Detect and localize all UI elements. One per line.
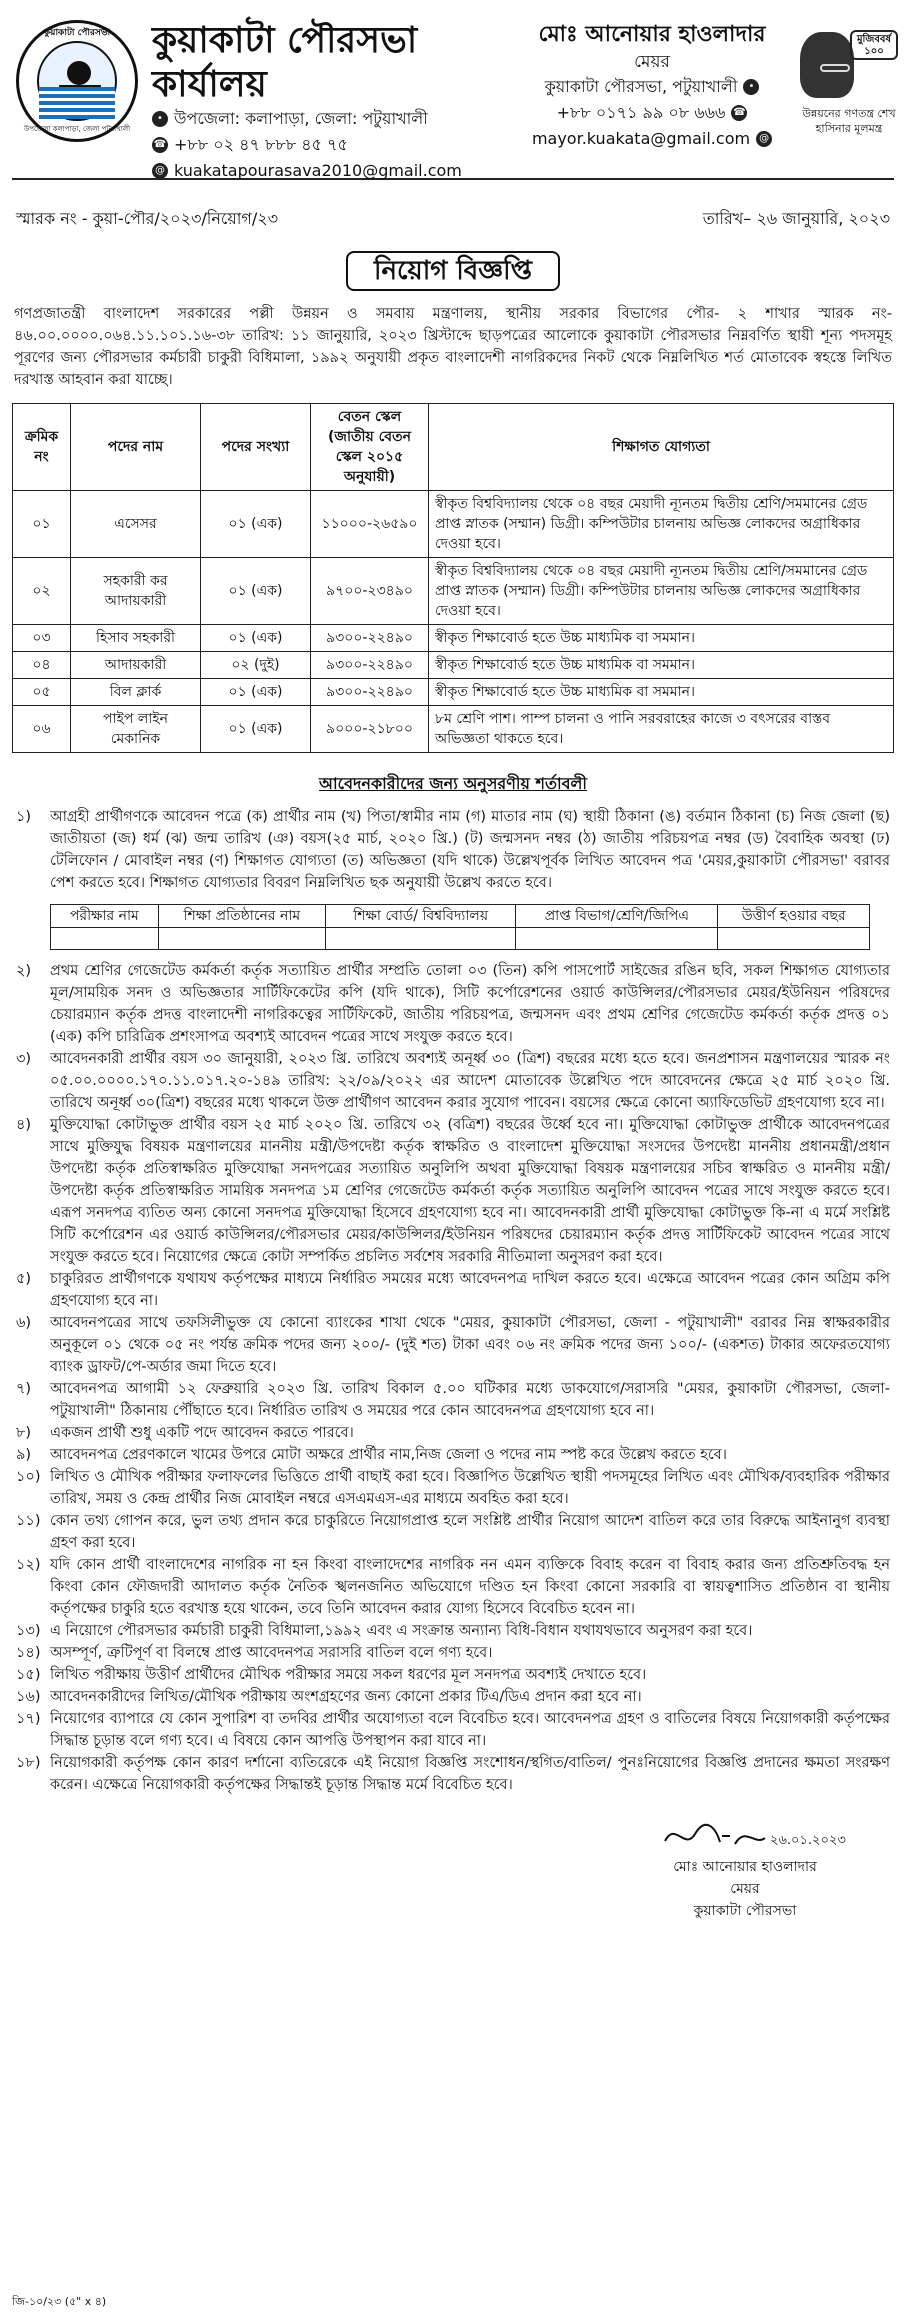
condition-item: [12, 1422, 894, 1444]
col-post-name: পদের নাম: [71, 404, 201, 491]
condition-item: [12, 1048, 894, 1114]
col-qualification: শিক্ষাগত যোগ্যতা: [429, 404, 894, 491]
post-name-cell: পাইপ লাইন মেকানিক: [71, 706, 201, 753]
condition-item: [12, 1378, 894, 1422]
education-table-header: [51, 905, 870, 928]
education-col-header: শিক্ষা প্রতিষ্ঠানের নাম: [158, 905, 325, 928]
condition-number: ৯): [16, 1447, 32, 1463]
serial-cell: ০৩: [13, 625, 71, 652]
posts-table-header: [13, 404, 894, 491]
pay-scale-cell: ৯৩০০-২২৪৯০: [311, 652, 429, 679]
education-empty-cell: [326, 928, 516, 950]
office-phone-line: [152, 132, 522, 158]
col-pay-scale: বেতন স্কেল (জাতীয় বেতন স্কেল ২০১৫ অনুযায়ী): [311, 404, 429, 491]
condition-text: আবেদনপত্র প্রেরণকালে খামের উপরে মোটা অক্ষরে প্রার্থীর নাম,নিজ জেলা ও পদের নাম স্পষ্ট করে উল্লেখ করতে হবে।: [50, 1447, 727, 1463]
office-address: উপজেলা: কলাপাড়া, জেলা: পটুয়াখালী: [174, 109, 428, 128]
signature-block: [600, 1816, 890, 1922]
condition-text: নিয়োগের ব্যাপারে যে কোন সুপারিশ বা তদবির প্রার্থীর অযোগ্যতা বলে বিবেচিত হবে। আবেদনপত্র গ্রহণ ও বাতিলের বিষয়ে নিয়োগকারী কর্তৃপক্ষের সিদ্ধান্ত চূড়ান্ত বলে গণ্য হবে। এ বিষয়ে কোন আপত্তি উপস্থাপন করা যাবে না।: [50, 1711, 890, 1749]
email-icon: @: [756, 131, 772, 147]
condition-text: আগ্রহী প্রার্থীগণকে আবেদন পত্রে (ক) প্রার্থীর নাম (খ) পিতা/স্বামীর নাম (গ) মাতার নাম (ঘ) স্থায়ী ঠিকানা (ঙ) বর্তমান ঠিকানা (চ) নিজ জেলা (ছ) জাতীয়তা (জ) ধর্ম (ঝ) জন্ম তারিখ (ঞ) বয়স(২৫ মার্চ, ২০২০ খ্রি.) (ট) জন্মসনদ নম্বর (ঠ) জাতীয় পরিচয়পত্র নম্বর (ড) বৈবাহিক অবস্থা (ঢ) টেলিফোন / মোবাইল নম্বর (ণ) শিক্ষাগত যোগ্যতা (ত) অভিজ্ঞতা (যদি থাকে) উল্লেখপূর্বক লিখিত আবেদন পত্র 'মেয়র,কুয়াকাটা পৌরসভা' বরাবর পেশ করতে হবে। শিক্ষাগত যোগ্যতার বিবরণ নিম্নলিখিত ছক অনুযায়ী উল্লেখ করতে হবে।: [50, 809, 890, 891]
condition-item: [12, 1444, 894, 1466]
condition-number: ১০): [16, 1469, 41, 1485]
mayor-phone: +৮৮ ০১৭১ ৯৯ ০৮ ৬৬৬: [556, 103, 726, 122]
mayor-name: মোঃ আনোয়ার হাওলাদার: [538, 22, 766, 47]
condition-item: [12, 1510, 894, 1554]
pay-scale-cell: ৯৭০০-২৩৪৯০: [311, 558, 429, 625]
qualification-cell: স্বীকৃত শিক্ষাবোর্ড হতে উচ্চ মাধ্যমিক বা সমমান।: [429, 625, 894, 652]
condition-number: ১৬): [16, 1689, 41, 1705]
condition-text: চাকুরিরত প্রার্থীগণকে যথাযথ কর্তৃপক্ষের মাধ্যমে নির্ধারিত সময়ের মধ্যে আবেদনপত্র দাখিল করতে হবে। এক্ষেত্রে আবেদন পত্রের কোন অগ্রিম কপি গ্রহণযোগ্য হবে না।: [50, 1271, 890, 1309]
portrait-emblem: [792, 24, 904, 140]
education-empty-cell: [51, 928, 159, 950]
qualification-cell: স্বীকৃত শিক্ষাবোর্ড হতে উচ্চ মাধ্যমিক বা সমমান।: [429, 652, 894, 679]
office-block: [152, 18, 522, 184]
condition-number: ১১): [16, 1513, 41, 1529]
condition-text: আবেদনকারী প্রার্থীর বয়স ৩০ জানুয়ারী, ২০২৩ খ্রি. তারিখে অবশ্যই অনূর্ধ্ব ৩০ (ত্রিশ) বছরের মধ্যে হতে হবে। জনপ্রশাসন মন্ত্রণালয়ের স্মারক নং ০৫.০০.০০০০.১৭০.১১.০১৭.২০-১৪৯ তারিখ: ২২/০৯/২০২২ এর আদেশ মোতাবেক উল্লেখিত পদে আবেদনের ক্ষেত্রে ২৫ মার্চ ২০২০ খ্রি. তারিখে অনূর্ধ্ব ৩০(ত্রিশ) বছরের মধ্যে থাকলে উক্ত প্রার্থীগণ আবেদন করার সুযোগ পাবেন। বয়সের ক্ষেত্রে কোনো অ্যাফিডেভিট গ্রহণযোগ্য হবে না।: [50, 1051, 890, 1111]
condition-item: [12, 1686, 894, 1708]
condition-item: [12, 1664, 894, 1686]
qualification-cell: ৮ম শ্রেণি পাশ। পাম্প চালনা ও পানি সরবরাহের কাজে ৩ বৎসরের বাস্তব অভিজ্ঞতা থাকতে হবে।: [429, 706, 894, 753]
table-row: [13, 491, 894, 558]
sea-waves-icon: [39, 87, 115, 119]
portrait-image: [800, 32, 854, 98]
table-row: [13, 679, 894, 706]
qualification-cell: স্বীকৃত বিশ্ববিদ্যালয় থেকে ০৪ বছর মেয়াদী ন্যূনতম দ্বিতীয় শ্রেণি/সমমানের গ্রেড প্রাপ্ত স্নাতক (সম্মান) ডিগ্রী। কম্পিউটার চালনায় অভিজ্ঞ লোকদের অগ্রাধিকার দেওয়া হবে।: [429, 491, 894, 558]
seal-emblem: [37, 41, 117, 121]
condition-item: [12, 806, 894, 894]
location-pin-icon: •: [152, 111, 168, 127]
condition-number: ১): [16, 809, 32, 825]
condition-item: [12, 1114, 894, 1268]
office-address-line: [152, 106, 522, 132]
sun-icon: [67, 61, 91, 85]
post-count-cell: ০১ (এক): [201, 558, 311, 625]
post-name-cell: বিল ক্লার্ক: [71, 679, 201, 706]
mayor-office: কুয়াকাটা পৌরসভা, পটুয়াখালী: [544, 77, 738, 96]
post-name-cell: এসেসর: [71, 491, 201, 558]
memo-number: স্মারক নং - কুয়া-পৌর/২০২৩/নিয়োগ/২৩: [16, 209, 279, 228]
condition-text: লিখিত পরীক্ষায় উত্তীর্ণ প্রার্থীদের মৌখিক পরীক্ষার সময়ে সকল ধরণের মূল সনদপত্র অবশ্যই দেখাতে হবে।: [50, 1667, 647, 1683]
condition-number: ৭): [16, 1381, 32, 1397]
pay-scale-cell: ৯০০০-২১৮০০: [311, 706, 429, 753]
condition-item: [12, 1268, 894, 1312]
condition-text: এ নিয়োগে পৌরসভার কর্মচারী চাকুরী বিধিমালা,১৯৯২ এবং এ সংক্রান্ত অন্যান্য বিধি-বিধান যথাযথভাবে অনুসরণ করা হবে।: [50, 1623, 753, 1639]
slogan-text: উন্নয়নের গণতন্ত্র শেখ হাসিনার মূলমন্ত্র: [802, 107, 896, 135]
handwritten-signature: [660, 1816, 846, 1856]
table-row: [13, 652, 894, 679]
notice-date: তারিখ– ২৬ জানুয়ারি, ২০২৩: [702, 209, 890, 228]
pay-scale-cell: ৯৩০০-২২৪৯০: [311, 625, 429, 652]
email-icon: @: [152, 163, 168, 179]
condition-number: ৬): [16, 1315, 32, 1331]
qualification-cell: স্বীকৃত শিক্ষাবোর্ড হতে উচ্চ মাধ্যমিক বা সমমান।: [429, 679, 894, 706]
condition-text: প্রথম শ্রেণির গেজেটেড কর্মকর্তা কর্তৃক সত্যায়িত প্রার্থীর সম্প্রতি তোলা ০৩ (তিন) কপি পাসপোর্ট সাইজের রঙিন ছবি, সকল শিক্ষাগত যোগ্যতার মূল/সাময়িক সনদ ও অভিজ্ঞতার সার্টিফিকেটের কপি (যদি থাকে), সিটি কর্পোরেশনের ওয়ার্ড কাউন্সিলর/পৌরসভার মেয়র/ইউনিয়ন পরিষদের চেয়ারম্যান কর্তৃক প্রদত্ত বাংলাদেশী নাগরিকত্বের সার্টিফিকেট, জাতীয় পরিচয়পত্র, জন্মসনদ এবং প্রথম শ্রেণির গেজেটেড কর্মকর্তা কর্তৃক প্রদত্ত ০১ (এক) কপি চারিত্রিক প্রশংসাপত্র অবশ্যই আবেদন পত্রের সাথে সংযুক্ত করতে হবে।: [50, 963, 890, 1045]
condition-text: আবেদনপত্রের সাথে তফসিলীভুক্ত যে কোনো ব্যাংকের শাখা থেকে "মেয়র, কুয়াকাটা পৌরসভা, জেলা - পটুয়াখালী" বরাবর নিম্ন স্বাক্ষরকারীর অনুকূলে ০১ থেকে ০৫ নং পর্যন্ত ক্রমিক পদের জন্য ২০০/- (দুই শত) টাকা এবং ০৬ নং ক্রমিক পদের জন্য ১০০/- (একশত) টাকার অফেরতযোগ্য ব্যাংক ড্রাফট/পে-অর্ডার জমা দিতে হবে।: [50, 1315, 890, 1375]
intro-paragraph: গণপ্রজাতন্ত্রী বাংলাদেশ সরকারের পল্লী উন্নয়ন ও সমবায় মন্ত্রণালয়, স্থানীয় সরকার বিভাগের পৌর- ২ শাখার স্মারক নং- ৪৬.০০.০০০০.০৬৪.১১.১০১.১৬-৩৮ তারিখ: ১১ জানুয়ারি, ২০২৩ খ্রিস্টাব্দে ছাড়পত্রের আলোকে কুয়াকাটা পৌরসভার নিম্নবর্ণিত স্থায়ী শূন্য পদসমূহ পূরণের জন্য পৌরসভার কর্মচারী চাকুরী বিধিমালা, ১৯৯২ অনুযায়ী প্রকৃত বাংলাদেশী নাগরিকদের নিকট থেকে নিম্নলিখিত শর্ত মোতাবেক স্বহস্তে লিখিত দরখাস্ত আহবান করা যাচ্ছে।: [14, 306, 892, 388]
post-count-cell: ০১ (এক): [201, 491, 311, 558]
signature-date: ২৬.০১.২০২৩: [770, 1833, 846, 1848]
condition-item: [12, 1642, 894, 1664]
mayor-block: [532, 20, 772, 152]
mayor-email-line: [532, 126, 772, 152]
post-count-cell: ০১ (এক): [201, 679, 311, 706]
mayor-title: মেয়র: [634, 52, 670, 72]
post-count-cell: ০২ (দুই): [201, 652, 311, 679]
mayor-email[interactable]: mayor.kuakata@gmail.com: [531, 129, 751, 148]
serial-cell: ০৬: [13, 706, 71, 753]
posts-table: [12, 403, 894, 753]
condition-item: [12, 1466, 894, 1510]
mujib-borsho-badge: মুজিববর্ষ ১০০: [850, 30, 898, 60]
condition-text: একজন প্রার্থী শুধু একটি পদে আবেদন করতে পারবে।: [50, 1425, 354, 1441]
condition-item: [12, 960, 894, 1048]
condition-item: [12, 1620, 894, 1642]
signatory-title: মেয়র: [730, 1881, 760, 1897]
table-row: [13, 558, 894, 625]
condition-number: ১২): [16, 1557, 41, 1573]
condition-text: নিয়োগকারী কর্তৃপক্ষ কোন কারণ দর্শানো ব্যতিরেকে এই নিয়োগ বিজ্ঞপ্তি সংশোধন/স্থগিত/বাতিল/ পুনঃনিয়োগের বিজ্ঞপ্তি প্রদানের ক্ষমতা সংরক্ষণ করেন। এক্ষেত্রে নিয়োগকারী কর্তৃপক্ষের সিদ্ধান্তই চূড়ান্ত সিদ্ধান্ত মর্মে বিবেচিত হবে।: [50, 1755, 890, 1793]
education-empty-cell: [158, 928, 325, 950]
letterhead: [12, 10, 894, 180]
condition-text: লিখিত ও মৌখিক পরীক্ষার ফলাফলের ভিত্তিতে প্রার্থী বাছাই করা হবে। বিজ্ঞাপিত উল্লেখিত স্থায়ী পদসমূহের লিখিত এবং মৌখিক/ব্যবহারিক পরীক্ষার তারিখ, সময় ও কেন্দ্র প্রার্থীর নিজ মোবাইল নম্বরে এসএমএস-এর মাধ্যমে অবহিত করা হবে।: [50, 1469, 890, 1507]
qualification-cell: স্বীকৃত বিশ্ববিদ্যালয় থেকে ০৪ বছর মেয়াদী ন্যূনতম দ্বিতীয় শ্রেণি/সমমানের গ্রেড প্রাপ্ত স্নাতক (সম্মান) ডিগ্রী। কম্পিউটার চালনায় অভিজ্ঞ লোকদের অগ্রাধিকার দেওয়া হবে।: [429, 558, 894, 625]
serial-cell: ০২: [13, 558, 71, 625]
condition-item: [12, 1554, 894, 1620]
condition-number: ৪): [16, 1117, 32, 1133]
education-details-table: [50, 904, 870, 950]
condition-number: ১৪): [16, 1645, 41, 1661]
glasses-shape: [820, 64, 850, 72]
education-col-header: শিক্ষা বোর্ড/ বিশ্ববিদ্যালয়: [326, 905, 516, 928]
education-empty-cell: [516, 928, 718, 950]
office-email[interactable]: kuakatapourasava2010@gmail.com: [174, 161, 462, 180]
condition-number: ১৫): [16, 1667, 41, 1683]
condition-text: মুক্তিযোদ্ধা কোটাভুক্ত প্রার্থীর বয়স ২৫ মার্চ ২০২০ খ্রি. তারিখে ৩২ (বত্রিশ) বছরের উর্ধ্বে হবে না। মুক্তিযোদ্ধা কোটাভুক্ত প্রার্থীকে আবেদনপত্রের সাথে মুক্তিযুদ্ধ বিষয়ক মন্ত্রণালয়ের মাননীয় মন্ত্রী/উপদেষ্টা কর্তৃক স্বাক্ষরিত ও বাংলাদেশ মুক্তিযোদ্ধা সংসদের উপদেষ্টা মাননীয় প্রধানমন্ত্রী/প্রধান উপদেষ্টা কর্তৃক প্রতিস্বাক্ষরিত মুক্তিযোদ্ধা সনদপত্রের সত্যায়িত অনুলিপি অথবা মুক্তিযোদ্ধা বিষয়ক মন্ত্রণালয়ের সচিব স্বাক্ষরিত ও মাননীয় মন্ত্রী/উপদেষ্টা কর্তৃক প্রতিস্বাক্ষরিত সাময়িক সনদপত্র ১ম শ্রেণির গেজেটেড কর্মকর্তা কর্তৃক সত্যায়িত অনুলিপি আবেদন পত্রের সাথে সংযুক্ত করতে হবে। এরূপ সনদপত্র ব্যতিত অন্য কোনো সনদপত্র মুক্তিযোদ্ধা হিসেবে গ্রহণযোগ্য হবে না। আবেদনকারী প্রার্থী মুক্তিযোদ্ধা কোটাভুক্ত কি-না এ মর্মে সংশ্লিষ্ট সিটি কর্পোরেশন এর ওয়ার্ড কাউন্সিলর/পৌরসভার মেয়র/কাউন্সিলর/ইউনিয়ন পরিষদের চেয়ারম্যান কর্তৃক প্রদত্ত সার্টিফিকেট আবেদন পত্রের সাথে সংযুক্ত করতে হবে। নিয়োগের ক্ষেত্রে কোটা সম্পর্কিত প্রচলিত সর্বশেষ সরকারি নীতিমালা অনুসরণ করা হবে।: [50, 1117, 890, 1265]
office-email-line: [152, 158, 522, 184]
conditions-list: [12, 806, 894, 1796]
condition-number: ৮): [16, 1425, 32, 1441]
signatory-name: মোঃ আনোয়ার হাওলাদার: [673, 1859, 817, 1875]
footer-code: জি-১০/২৩ (৫" x ৪): [12, 2295, 107, 2308]
conditions-heading: আবেদনকারীদের জন্য অনুসরণীয় শর্তাবলী: [319, 774, 587, 793]
phone-icon: ☎: [731, 105, 747, 121]
notice-title: নিয়োগ বিজ্ঞপ্তি: [346, 251, 560, 291]
pay-scale-cell: ১১০০০-২৬৫৯০: [311, 491, 429, 558]
signatory-office: কুয়াকাটা পৌরসভা: [693, 1903, 797, 1919]
office-name: কুয়াকাটা পৌরসভা কার্যালয়: [152, 19, 418, 105]
seal-text-bottom: উপজেলা কলাপাড়া, জেলা পটুয়াখালী: [23, 125, 131, 133]
condition-text: যদি কোন প্রার্থী বাংলাদেশের নাগরিক না হন কিংবা বাংলাদেশের নাগরিক নন এমন ব্যক্তিকে বিবাহ করেন বা বিবাহ করার জন্য প্রতিশ্রুতিবদ্ধ হন কিংবা কোন ফৌজদারী আদালত কর্তৃক নৈতিক স্খলনজনিত অভিযোগে দণ্ডিত হন কিংবা কোনো সরকারি বা স্বায়ত্বশাসিত প্রতিষ্ঠান বা স্থানীয় কর্তৃপক্ষের চাকুরি হতে বরখাস্ত হয়ে থাকেন, তবে তিনি আবেদন করার যোগ্য হিসেবে বিবেচিত হবেন না।: [50, 1557, 890, 1617]
post-name-cell: সহকারী কর আদায়কারী: [71, 558, 201, 625]
condition-text: আবেদনকারীদের লিখিত/মৌখিক পরীক্ষায় অংশগ্রহণের জন্য কোনো প্রকার টিএ/ডিএ প্রদান করা হবে না।: [50, 1689, 642, 1705]
serial-cell: ০৪: [13, 652, 71, 679]
municipality-seal-logo: [16, 20, 138, 142]
col-serial: ক্রমিক নং: [13, 404, 71, 491]
table-row: [13, 706, 894, 753]
condition-text: আবেদনপত্র আগামী ১২ ফেব্রুয়ারি ২০২৩ খ্রি. তারিখ বিকাল ৫.০০ ঘটিকার মধ্যে ডাকযোগে/সরাসরি "মেয়র, কুয়াকাটা পৌরসভা, জেলা- পটুয়াখালী" ঠিকানায় পৌঁছাতে হবে। নির্ধারিত তারিখ ও সময়ের পরে কোন আবেদনপত্র গ্রহণযোগ্য হবে না।: [50, 1381, 890, 1419]
mayor-phone-line: [532, 100, 772, 126]
condition-number: ১৩): [16, 1623, 41, 1639]
pay-scale-cell: ৯৩০০-২২৪৯০: [311, 679, 429, 706]
education-empty-cell: [718, 928, 870, 950]
education-empty-row: [51, 928, 870, 950]
condition-number: ১৭): [16, 1711, 41, 1727]
col-post-count: পদের সংখ্যা: [201, 404, 311, 491]
serial-cell: ০১: [13, 491, 71, 558]
post-count-cell: ০১ (এক): [201, 706, 311, 753]
post-count-cell: ০১ (এক): [201, 625, 311, 652]
post-name-cell: আদায়কারী: [71, 652, 201, 679]
education-col-header: উত্তীর্ণ হওয়ার বছর: [718, 905, 870, 928]
reference-line: [12, 206, 894, 233]
serial-cell: ০৫: [13, 679, 71, 706]
condition-item: [12, 1312, 894, 1378]
phone-icon: ☎: [152, 137, 168, 153]
condition-item: [12, 1752, 894, 1796]
post-name-cell: হিসাব সহকারী: [71, 625, 201, 652]
seal-text-top: কুয়াকাটা পৌরসভা: [43, 28, 111, 38]
education-col-header: পরীক্ষার নাম: [51, 905, 159, 928]
table-row: [13, 625, 894, 652]
condition-number: ২): [16, 963, 32, 979]
condition-text: অসম্পূর্ণ, ত্রুটিপূর্ণ বা বিলম্বে প্রাপ্ত আবেদনপত্র সরাসরি বাতিল বলে গণ্য হবে।: [50, 1645, 493, 1661]
condition-number: ৩): [16, 1051, 32, 1067]
condition-text: কোন তথ্য গোপন করে, ভুল তথ্য প্রদান করে চাকুরিতে নিয়োগপ্রাপ্ত হলে সংশ্লিষ্ট প্রার্থীর নিয়োগ আদেশ বাতিল করে তার বিরুদ্ধে আইনানুগ ব্যবস্থা গ্রহণ করা হবে।: [50, 1513, 890, 1551]
condition-item: [12, 1708, 894, 1752]
mayor-office-line: [532, 74, 772, 100]
condition-number: ৫): [16, 1271, 32, 1287]
education-col-header: প্রাপ্ত বিভাগ/শ্রেণি/জিপিএ: [516, 905, 718, 928]
office-phone: +৮৮ ০২ ৪৭ ৮৮৮ ৪৫ ৭৫: [174, 135, 348, 154]
location-pin-icon: •: [743, 79, 759, 95]
condition-number: ১৮): [16, 1755, 41, 1771]
